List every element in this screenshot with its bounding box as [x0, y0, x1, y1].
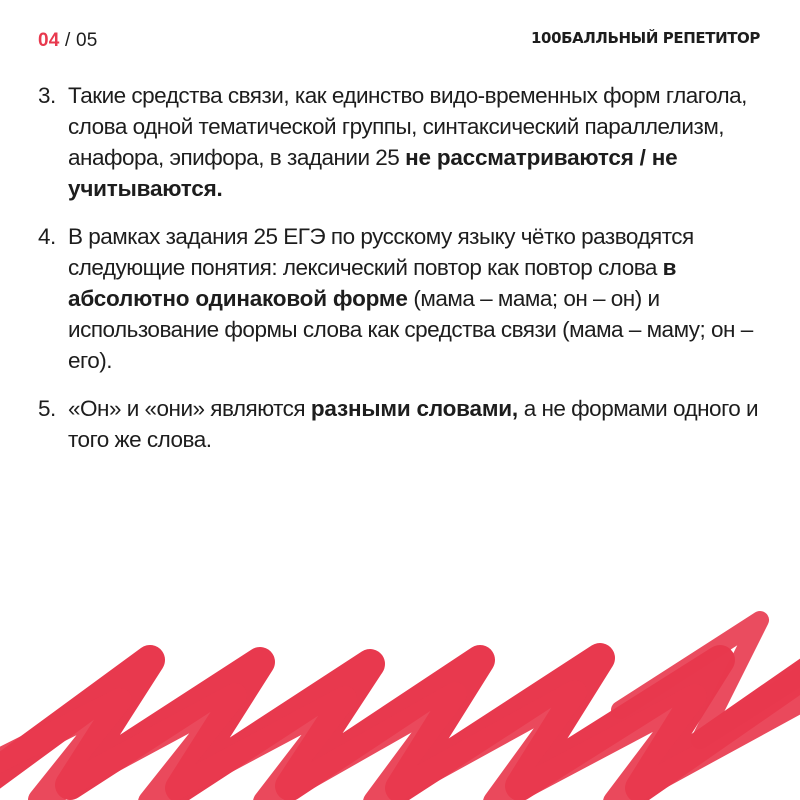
brand-logo: 100БАЛЛЬНЫЙ РЕПЕТИТОР — [531, 29, 760, 47]
list-item-4 — [38, 221, 768, 376]
page-counter — [38, 30, 98, 52]
item-text-part: «Он» и «они» являются — [68, 396, 311, 421]
list-item-5 — [38, 393, 768, 455]
list-item-3 — [38, 80, 768, 204]
item-highlight: не рассматриваются / не учитываются. — [68, 145, 678, 201]
decorative-scribble — [0, 560, 800, 800]
item-number: 5. — [38, 396, 56, 421]
item-highlight: в абсолютно одинаковой форме — [68, 255, 677, 311]
rules-list — [38, 80, 768, 472]
item-text-part: (мама – мама; он – он) и использование формы слова как средства связи (мама – маму; он – его). — [68, 286, 753, 373]
item-text-part: а не формами одного и того же слова. — [68, 396, 759, 452]
item-highlight: разными словами, — [310, 396, 518, 421]
item-number: 3. — [38, 83, 56, 108]
page-separator: / — [65, 30, 71, 51]
item-text-part: Такие средства связи, как единство видо-временных форм глагола, слова одной тематической группы, синтаксический параллелизм, анафора, эпифора, в задании 25 — [68, 83, 747, 170]
item-text-part: В рамках задания 25 ЕГЭ по русскому языку чётко разводятся следующие понятия: лексический повтор как повтор слова — [68, 224, 694, 280]
page-current: 04 — [38, 30, 60, 51]
item-text — [68, 221, 768, 376]
item-text — [68, 80, 768, 204]
item-text — [68, 393, 768, 455]
page-total: 05 — [76, 30, 98, 51]
item-number: 4. — [38, 224, 56, 249]
